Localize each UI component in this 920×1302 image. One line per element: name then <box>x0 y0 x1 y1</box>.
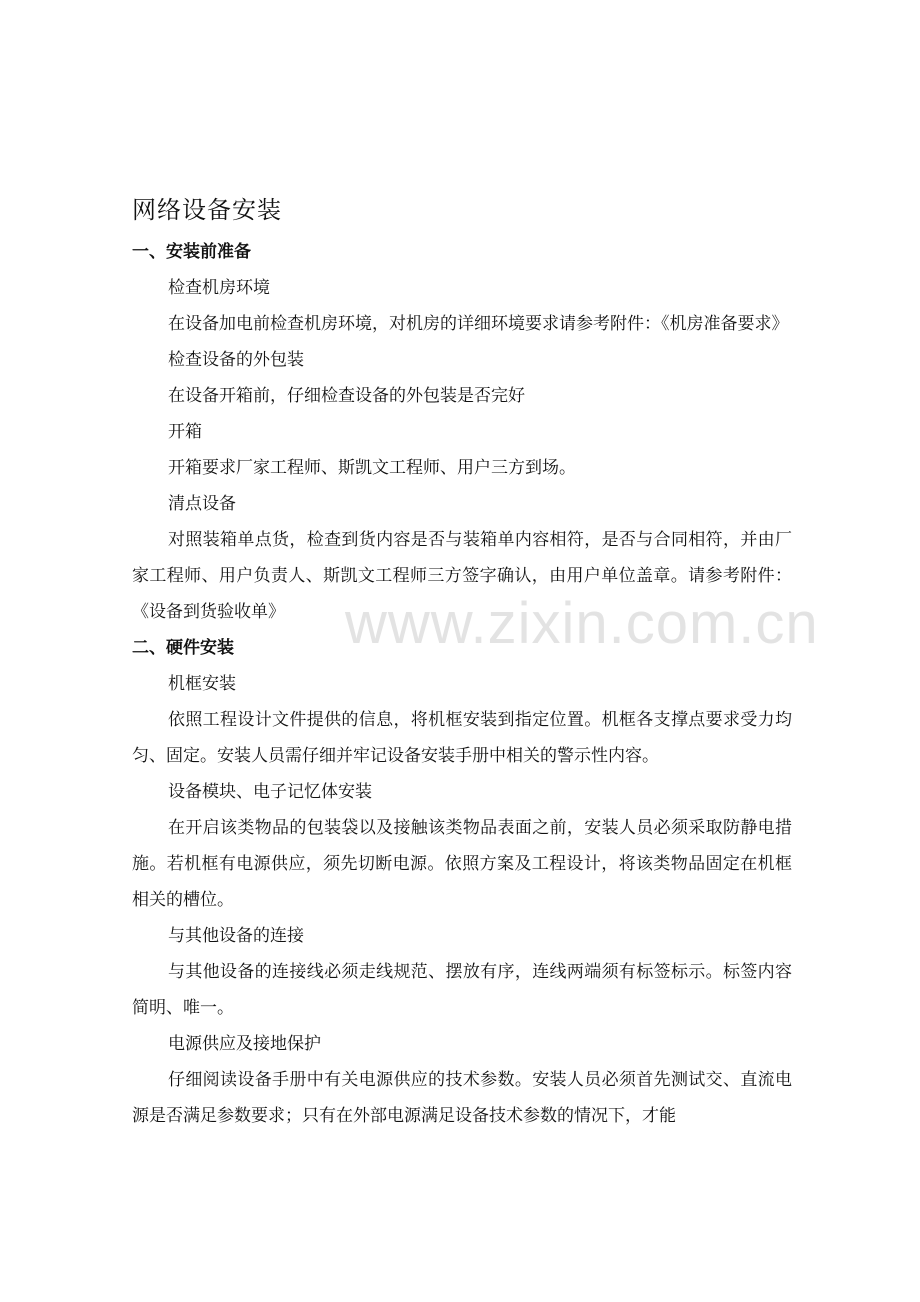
paragraph-power-grounding: 仔细阅读设备手册中有关电源供应的技术参数。安装人员必须首先测试交、直流电源是否满足参数要求；只有在外部电源满足设备技术参数的情况下，才能 <box>132 1070 792 1126</box>
subheading-frame-install: 机框安装 <box>168 674 236 694</box>
paragraph-unboxing: 开箱要求厂家工程师、斯凯文工程师、用户三方到场。 <box>168 458 576 478</box>
paragraph-frame-install: 依照工程设计文件提供的信息，将机框安装到指定位置。机框各支撑点要求受力均匀、固定。安装人员需仔细并牢记设备安装手册中相关的警示性内容。 <box>132 710 792 766</box>
watermark: www.zixin.com.cn <box>345 591 819 656</box>
document-content <box>132 190 792 1134</box>
subheading-check-packaging: 检查设备的外包装 <box>168 350 304 370</box>
subheading-power-grounding: 电源供应及接地保护 <box>168 1034 321 1054</box>
section-heading: 二、硬件安装 <box>132 638 234 658</box>
section-preparation <box>132 234 792 630</box>
subheading-device-connection: 与其他设备的连接 <box>168 926 304 946</box>
subheading-inventory: 清点设备 <box>168 494 236 514</box>
document-title: 网络设备安装 <box>132 196 282 224</box>
paragraph-check-room: 在设备加电前检查机房环境，对机房的详细环境要求请参考附件：《机房准备要求》 <box>168 314 789 334</box>
section-heading: 一、安装前准备 <box>132 242 251 262</box>
paragraph-inventory: 对照装箱单点货，检查到货内容是否与装箱单内容相符，是否与合同相符，并由厂家工程师、用户负责人、斯凯文工程师三方签字确认，由用户单位盖章。请参考附件：《设备到货验收单》 <box>132 530 792 622</box>
paragraph-module-install: 在开启该类物品的包装袋以及接触该类物品表面之前，安装人员必须采取防静电措施。若机框有电源供应，须先切断电源。依照方案及工程设计，将该类物品固定在机框相关的槽位。 <box>132 818 792 910</box>
paragraph-check-packaging: 在设备开箱前，仔细检查设备的外包装是否完好 <box>168 386 525 406</box>
subheading-module-install: 设备模块、电子记忆体安装 <box>168 782 372 802</box>
subheading-check-room: 检查机房环境 <box>168 278 270 298</box>
section-hardware-install <box>132 630 792 1134</box>
subheading-unboxing: 开箱 <box>168 422 202 442</box>
paragraph-device-connection: 与其他设备的连接线必须走线规范、摆放有序，连线两端须有标签标示。标签内容简明、唯一。 <box>132 962 792 1018</box>
